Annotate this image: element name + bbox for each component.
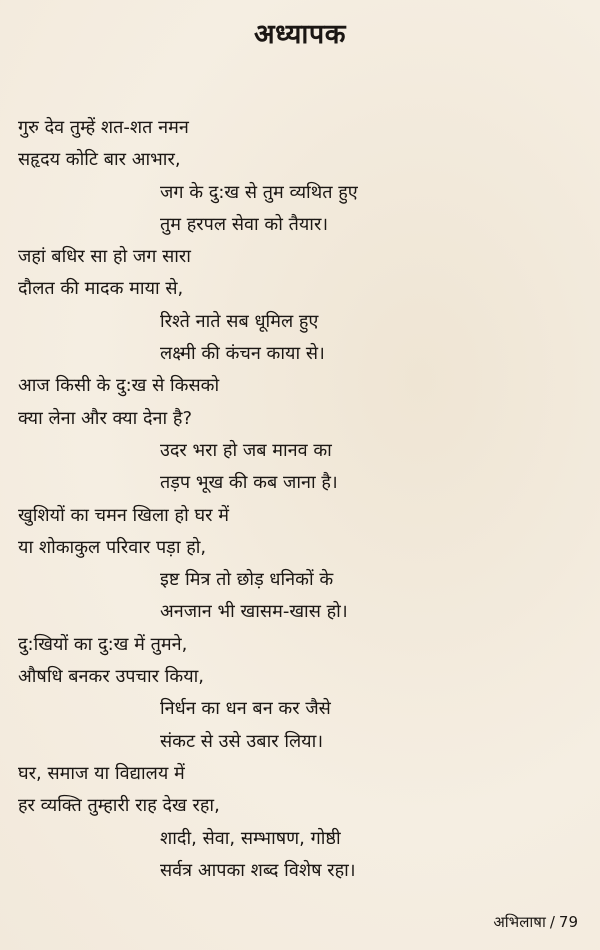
poem-line: गुरु देव तुम्हें शत-शत नमन (18, 117, 189, 138)
poem-line: खुशियों का चमन खिला हो घर में (18, 504, 229, 526)
poem-line: क्या लेना और क्या देना है? (18, 407, 193, 429)
poem-line: इष्ट मित्र तो छोड़ धनिकों के (160, 569, 334, 591)
page-number: 79 (558, 913, 578, 931)
footer-separator: / (549, 913, 555, 931)
poem-line: तड़प भूख की कब जाना है। (160, 472, 338, 494)
poem-line: जग के दु:ख से तुम व्यथित हुए (160, 181, 358, 203)
poem-line: संकट से उसे उबार लिया। (160, 730, 324, 752)
poem-line: निर्धन का धन बन कर जैसे (160, 698, 331, 720)
poem-line: या शोकाकुल परिवार पड़ा हो, (18, 536, 207, 558)
page-footer (493, 912, 578, 932)
poem-line: उदर भरा हो जब मानव का (160, 439, 332, 461)
book-name: अभिलाषा (493, 913, 546, 931)
poem-line: घर, समाज या विद्यालय में (18, 762, 185, 784)
poem-title: अध्यापक (253, 19, 346, 50)
poem-line: जहां बधिर सा हो जग सारा (18, 246, 191, 268)
poem-line: रिश्ते नाते सब धूमिल हुए (160, 310, 319, 332)
poem-line: सर्वत्र आपका शब्द विशेष रहा। (160, 859, 356, 881)
poem-line: दौलत की मादक माया से, (18, 278, 184, 300)
poem-line: दु:खियों का दु:ख में तुमने, (18, 633, 188, 655)
poem-line: आज किसी के दु:ख से किसको (18, 375, 220, 397)
poem-body (0, 112, 600, 887)
poem-line: औषधि बनकर उपचार किया, (18, 666, 205, 688)
poem-line: लक्ष्मी की कंचन काया से। (160, 343, 325, 365)
poem-line: तुम हरपल सेवा को तैयार। (160, 213, 329, 235)
poem-line: शादी, सेवा, सम्भाषण, गोष्ठी (160, 827, 341, 849)
poem-line: सहृदय कोटि बार आभार, (18, 149, 181, 171)
poem-line: अनजान भी खासम-खास हो। (160, 601, 348, 623)
poem-line: हर व्यक्ति तुम्हारी राह देख रहा, (18, 795, 220, 817)
